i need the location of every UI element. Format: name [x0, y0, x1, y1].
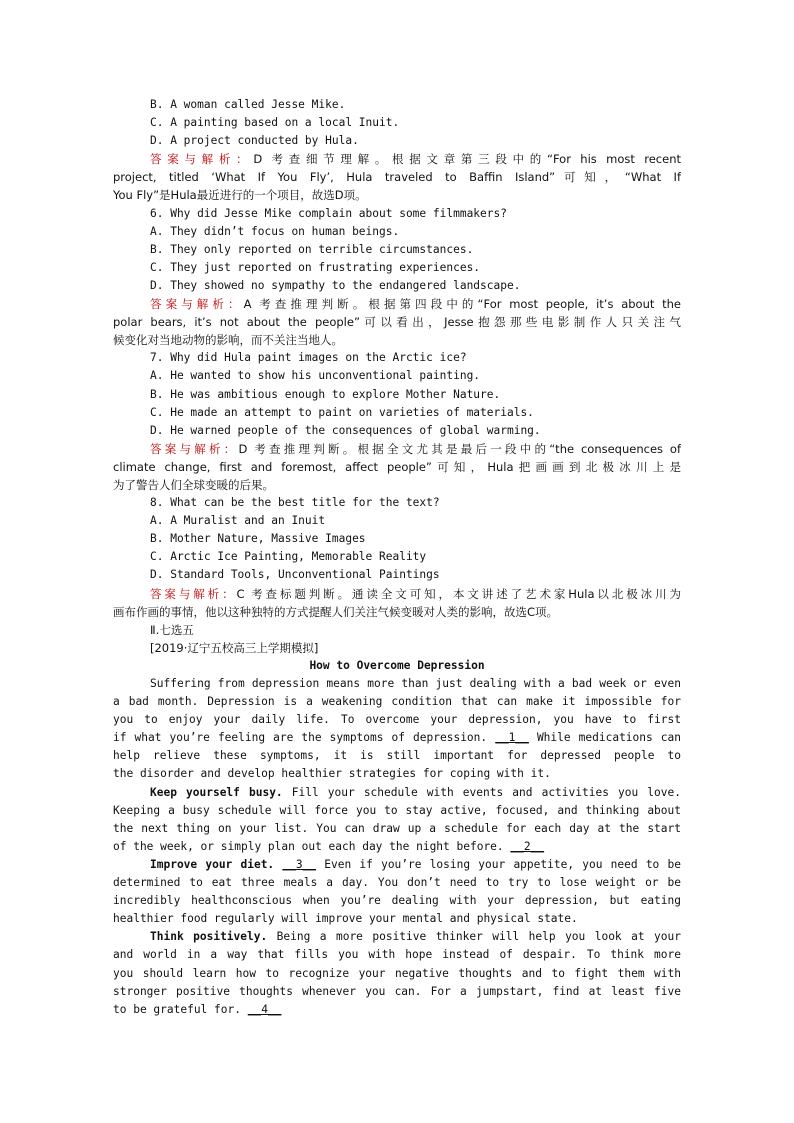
answer-label: 答案与解析：	[150, 152, 254, 167]
q6-answer-line-2: polar bears, it’s not about the people”可以看出，Jesse抱怨那些电影制作人只关注气	[113, 315, 681, 330]
p1-line-1: Suffering from depression means more than just dealing with a bad week or even	[150, 677, 681, 690]
q5-answer-text-1: D 考查细节理解。根据文章第三段中的“For his most recent	[253, 152, 681, 167]
section-source: [2019·辽宁五校高三上学期模拟]	[150, 640, 319, 655]
p3-heading: Improve your diet.	[150, 857, 275, 871]
q5-answer-line-2: project, titled ‘What If You Fly’, Hula traveled to Baffin Island”可知，“What If	[113, 170, 681, 185]
q6-question: 6. Why did Jesse Mike complain about some filmmakers?	[150, 206, 507, 220]
q7-answer-line-1	[113, 440, 681, 458]
p1-line-5: help relieve these symptoms, it is still important for depressed people to	[113, 749, 681, 763]
q8-answer-text-1: C 考查标题判断。通读全文可知，本文讲述了艺术家Hula以北极冰川为	[236, 586, 681, 601]
p2-line-1-text: Fill your schedule with events and activities you love.	[291, 785, 681, 799]
q7-option-c: C. He made an attempt to paint on varieties of materials.	[150, 405, 534, 419]
p4-line-2: and world in a way that fills you with hope instead of despair. To think more	[113, 948, 681, 962]
blank-1: __1__	[495, 731, 529, 745]
p3-line-3: incredibly healthconscious when you’re dealing with your depression, but eating	[113, 894, 681, 908]
q5-answer-line-1	[113, 150, 681, 168]
q7-question: 7. Why did Hula paint images on the Arctic ice?	[150, 351, 467, 365]
q5-option-c: C. A painting based on a local Inuit.	[150, 116, 400, 130]
q8-option-a: A. A Muralist and an Inuit	[150, 514, 326, 528]
p4-line-1-text: Being a more positive thinker will help you look at your	[276, 930, 681, 944]
p1-line-3: you to enjoy your daily life. To overcome your depression, you have to first	[113, 713, 681, 727]
q7-answer-line-3: 为了警告人们全球变暖的后果。	[113, 477, 274, 492]
p1-line-6: the disorder and develop healthier strategies for coping with it.	[113, 767, 551, 781]
passage-title: How to Overcome Depression	[309, 658, 485, 672]
blank-2: __2__	[510, 839, 545, 853]
q6-answer-line-3: 候变化对当地动物的影响，而不关注当地人。	[113, 333, 343, 348]
q8-option-d: D. Standard Tools, Unconventional Paintings	[150, 568, 440, 582]
q5-answer-line-3: You Fly”是Hula最近进行的一个项目，故选D项。	[113, 188, 367, 203]
q8-option-b: B. Mother Nature, Massive Images	[150, 532, 366, 546]
p4-line-5	[113, 1001, 681, 1019]
answer-label: 答案与解析：	[150, 297, 244, 312]
p2-line-1	[113, 784, 681, 802]
q6-option-c: C. They just reported on frustrating experiences.	[150, 260, 481, 274]
p2-heading: Keep yourself busy.	[150, 785, 283, 799]
answer-label: 答案与解析：	[150, 441, 239, 456]
q6-answer-line-1	[113, 295, 681, 313]
q8-option-c: C. Arctic Ice Painting, Memorable Reality	[150, 550, 427, 564]
answer-label: 答案与解析：	[150, 586, 237, 601]
p3-line-2: determined to eat three meals a day. You don’t need to try to lose weight or be	[113, 876, 681, 890]
q6-option-b: B. They only reported on terrible circumstances.	[150, 242, 474, 256]
p2-line-4	[113, 838, 681, 856]
p2-line-3: the next thing on your list. You can draw up a schedule for each day at the start	[113, 821, 681, 835]
p2-line-4-text: of the week, or simply plan out each day the night before.	[113, 839, 504, 853]
q8-question: 8. What can be the best title for the text?	[150, 496, 440, 510]
q5-option-b: B. A woman called Jesse Mike.	[150, 98, 346, 111]
p1-line-4-tail: While medications can	[536, 731, 681, 745]
section-heading: Ⅱ.七选五	[150, 622, 194, 637]
p4-line-3: you should learn how to recognize your negative thoughts and to fight them with	[113, 966, 681, 980]
q5-option-d: D. A project conducted by Hula.	[150, 134, 359, 148]
q6-option-d: D. They showed no sympathy to the endangered landscape.	[150, 278, 521, 292]
q6-answer-text-1: A 考查推理判断。根据第四段中的“For most people, it’s about the	[243, 297, 681, 312]
q8-answer-line-1	[113, 585, 681, 603]
p3-line-1	[113, 856, 681, 874]
blank-3: __3__	[282, 857, 317, 871]
q6-option-a: A. They didn’t focus on human beings.	[150, 224, 400, 238]
q7-answer-line-2: climate change, first and foremost, affect people”可知，Hula把画画到北极冰川上是	[113, 459, 681, 474]
document-content	[113, 96, 681, 1019]
p4-heading: Think positively.	[150, 930, 268, 944]
p3-line-4: healthier food regularly will improve your mental and physical state.	[113, 912, 578, 926]
p4-line-5-text: to be grateful for.	[113, 1002, 241, 1016]
p2-line-2: Keeping a busy schedule will force you to stay active, focused, and thinking about	[113, 803, 681, 817]
blank-4: __4__	[247, 1002, 282, 1016]
p4-line-4: stronger positive thoughts whenever you can. For a jumpstart, find at least five	[113, 984, 681, 998]
q7-option-d: D. He warned people of the consequences of global warming.	[150, 423, 541, 437]
q7-answer-text-1: D 考查推理判断。根据全文尤其是最后一段中的“the consequences of	[238, 441, 681, 456]
p1-line-4	[113, 729, 681, 747]
q7-option-a: A. He wanted to show his unconventional painting.	[150, 369, 481, 383]
p3-line-1-text: Even if you’re losing your appetite, you need to be	[324, 857, 681, 871]
q8-answer-line-2: 画布作画的事情，他以这种独特的方式提醒人们关注气候变暖对人类的影响，故选C项。	[113, 604, 559, 619]
p1-line-4-text: if what you’re feeling are the symptoms of depression.	[113, 731, 488, 745]
q7-option-b: B. He was ambitious enough to explore Mother Nature.	[150, 387, 501, 401]
p4-line-1	[113, 928, 681, 946]
p1-line-2: a bad month. Depression is a weakening condition that can make it impossible for	[113, 695, 681, 709]
